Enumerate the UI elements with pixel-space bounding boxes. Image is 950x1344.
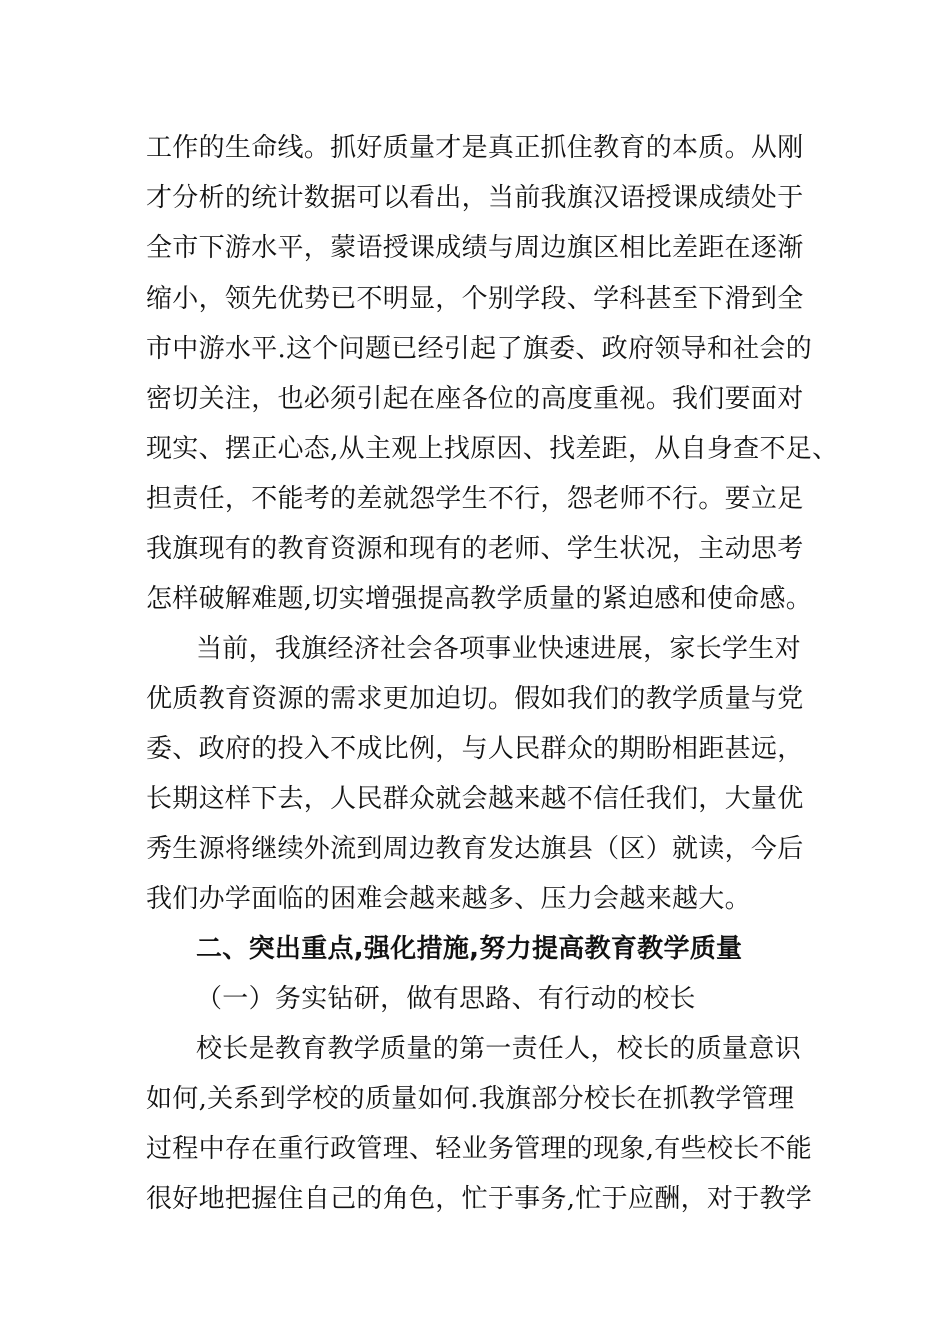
text-line: 怎样破解难题,切实增强提高教学质量的紧迫感和使命感。 [146, 584, 813, 614]
paragraph-first-line: 当前，我旗经济社会各项事业快速进展，家长学生对 [196, 634, 801, 664]
text-line: 全市下游水平，蒙语授课成绩与周边旗区相比差距在逐渐 [146, 233, 804, 263]
section-heading: 二、突出重点,强化措施,努力提高教育教学质量 [196, 934, 743, 964]
text-line: 很好地把握住自己的角色，忙于事务,忙于应酬，对于教学 [146, 1184, 813, 1214]
text-line: 工作的生命线。抓好质量才是真正抓住教育的本质。从刚 [146, 133, 804, 163]
text-line: 我们办学面临的困难会越来越多、压力会越来越大。 [146, 884, 751, 914]
text-line: 委、政府的投入不成比例，与人民群众的期盼相距甚远， [146, 734, 804, 764]
subsection-heading: （一）务实钻研，做有思路、有行动的校长 [196, 984, 696, 1014]
text-line: 我旗现有的教育资源和现有的老师、学生状况，主动思考 [146, 534, 804, 564]
text-line: 如何,关系到学校的质量如何.我旗部分校长在抓教学管理 [146, 1084, 795, 1114]
text-line: 现实、摆正心态,从主观上找原因、找差距，从自身查不足、 [146, 434, 839, 464]
text-line: 才分析的统计数据可以看出，当前我旗汉语授课成绩处于 [146, 183, 804, 213]
text-line: 缩小，领先优势已不明显，个别学段、学科甚至下滑到全 [146, 284, 804, 314]
paragraph-first-line: 校长是教育教学质量的第一责任人，校长的质量意识 [196, 1034, 801, 1064]
text-line: 过程中存在重行政管理、轻业务管理的现象,有些校长不能 [146, 1134, 813, 1164]
text-line: 市中游水平.这个问题已经引起了旗委、政府领导和社会的 [146, 334, 813, 364]
text-line: 密切关注，也必须引起在座各位的高度重视。我们要面对 [146, 384, 804, 414]
text-line: 优质教育资源的需求更加迫切。假如我们的教学质量与党 [146, 684, 804, 714]
text-line: 长期这样下去，人民群众就会越来越不信任我们，大量优 [146, 784, 804, 814]
text-line: 担责任，不能考的差就怨学生不行，怨老师不行。要立足 [146, 484, 804, 514]
text-line: 秀生源将继续外流到周边教育发达旗县（区）就读，今后 [146, 834, 804, 864]
